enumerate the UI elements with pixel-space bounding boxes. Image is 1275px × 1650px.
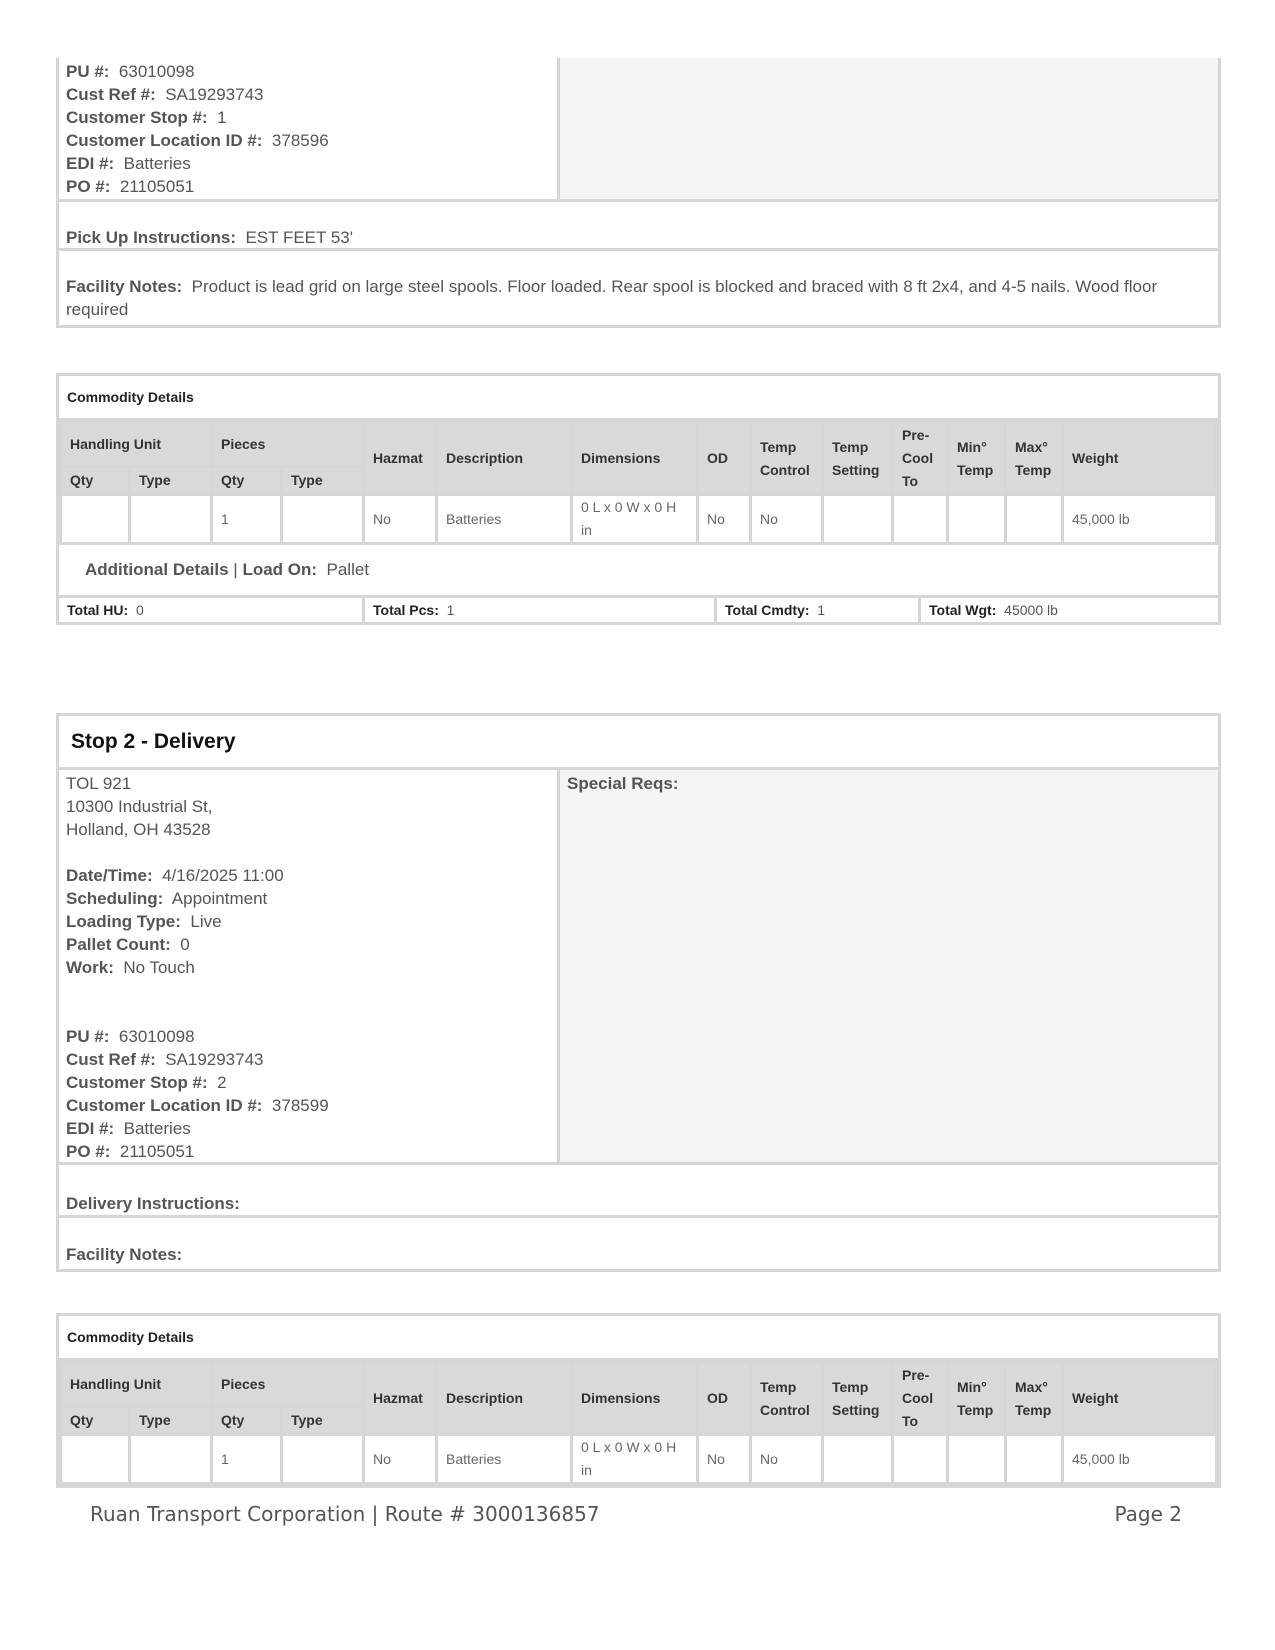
stop2-address-block <box>59 770 560 1162</box>
pieces-type-header: Type <box>282 467 364 495</box>
stop1-panel <box>56 58 1221 328</box>
customer-stop-label: Customer Stop #: <box>66 1073 208 1092</box>
pieces-qty-header: Qty <box>212 467 282 495</box>
pickup-instructions-value: EST FEET 53' <box>245 228 353 247</box>
temp-control-line2: Control <box>760 1401 810 1418</box>
precool-line2: Cool <box>902 1390 934 1406</box>
po-label: PO #: <box>66 1142 111 1161</box>
customer-stop-value: 1 <box>217 108 227 127</box>
precool-line1: Pre- <box>902 1367 930 1383</box>
footer-page-number: Page 2 <box>1114 1502 1182 1526</box>
min-temp-line2: Temp <box>957 1401 994 1418</box>
od-header: OD <box>698 423 751 495</box>
customer-location-label: Customer Location ID #: <box>66 1096 263 1115</box>
customer-location-value: 378596 <box>271 131 329 150</box>
dimensions-header: Dimensions <box>572 1363 698 1435</box>
stop1-special-panel <box>560 58 1218 199</box>
customer-stop-value: 2 <box>217 1073 227 1092</box>
stop1-details-row <box>59 58 1218 202</box>
dimensions-line2: in <box>581 522 592 538</box>
cust-ref-label: Cust Ref #: <box>66 1050 156 1069</box>
weight-cell: 45,000 lb <box>1063 495 1217 544</box>
total-cmdty-label: Total Cmdty: <box>725 602 810 618</box>
pallet-count-label: Pallet Count: <box>66 935 171 954</box>
hu-qty-cell <box>61 1435 130 1484</box>
min-temp-cell <box>948 1435 1006 1484</box>
stop1-references <box>59 58 560 199</box>
temp-control-header <box>751 423 823 495</box>
location-name: TOL 921 <box>66 774 132 793</box>
pieces-qty-header: Qty <box>212 1407 282 1435</box>
temp-control-header <box>751 1363 823 1435</box>
work-label: Work: <box>66 958 114 977</box>
precool-line3: To <box>902 1413 919 1429</box>
additional-details-label: Additional Details <box>85 560 229 579</box>
pieces-header: Pieces <box>212 423 364 467</box>
dimensions-line1: 0 L x 0 W x 0 H <box>581 499 677 515</box>
edi-value: Batteries <box>123 1119 191 1138</box>
temp-control-line1: Temp <box>760 438 797 455</box>
pieces-header: Pieces <box>212 1363 364 1407</box>
special-reqs-panel <box>560 770 1218 1162</box>
dimensions-line2: in <box>581 1462 592 1478</box>
min-temp-line1: Min° <box>957 1378 987 1395</box>
precool-cell <box>893 495 948 544</box>
description-cell: Batteries <box>437 495 572 544</box>
min-temp-header <box>948 1363 1006 1435</box>
total-pcs-label: Total Pcs: <box>373 602 439 618</box>
handling-unit-header: Handling Unit <box>61 1363 212 1407</box>
table-row <box>61 495 1217 544</box>
temp-setting-header <box>823 423 893 495</box>
total-pcs <box>365 598 717 622</box>
dimensions-cell <box>572 495 698 544</box>
work-value: No Touch <box>123 958 195 977</box>
max-temp-line1: Max° <box>1015 438 1048 455</box>
precool-header <box>893 1363 948 1435</box>
pieces-qty-cell: 1 <box>212 495 282 544</box>
total-wgt-value: 45000 lb <box>1004 602 1058 618</box>
temp-control-line1: Temp <box>760 1378 797 1395</box>
po-value: 21105051 <box>119 177 195 196</box>
weight-header: Weight <box>1063 423 1217 495</box>
edi-value: Batteries <box>123 154 191 173</box>
po-label: PO #: <box>66 177 111 196</box>
max-temp-line2: Temp <box>1015 461 1052 478</box>
total-cmdty <box>717 598 921 622</box>
loading-type-value: Live <box>190 912 222 931</box>
temp-setting-header <box>823 1363 893 1435</box>
load-on-value: Pallet <box>326 560 370 579</box>
stop2-facility-notes <box>59 1218 1218 1269</box>
loading-type-label: Loading Type: <box>66 912 181 931</box>
hazmat-header: Hazmat <box>364 423 437 495</box>
total-cmdty-value: 1 <box>817 602 826 618</box>
stop2-title: Stop 2 - Delivery <box>59 716 1218 770</box>
delivery-instructions <box>59 1165 1218 1218</box>
hazmat-header: Hazmat <box>364 1363 437 1435</box>
od-header: OD <box>698 1363 751 1435</box>
special-reqs-label: Special Reqs: <box>567 774 679 793</box>
edi-label: EDI #: <box>66 154 115 173</box>
customer-stop-label: Customer Stop #: <box>66 108 208 127</box>
cust-ref-value: SA19293743 <box>165 85 264 104</box>
facility-notes-value: Product is lead grid on large steel spools. Floor loaded. Rear spool is blocked and braced with 8 ft 2x4, and 4-5 nails. Wood floor required <box>66 277 1158 319</box>
precool-cell <box>893 1435 948 1484</box>
commodity-totals <box>59 598 1218 622</box>
pieces-qty-cell: 1 <box>212 1435 282 1484</box>
datetime-value: 4/16/2025 11:00 <box>162 866 284 885</box>
scheduling-label: Scheduling: <box>66 889 164 908</box>
commodity-title: Commodity Details <box>59 1316 1218 1361</box>
precool-header <box>893 423 948 495</box>
max-temp-header <box>1006 1363 1063 1435</box>
weight-header: Weight <box>1063 1363 1217 1435</box>
commodity-details-1 <box>56 373 1221 625</box>
stop2-details-row <box>59 770 1218 1165</box>
commodity-table <box>59 1361 1218 1485</box>
pu-label: PU #: <box>66 1027 110 1046</box>
temp-setting-line1: Temp <box>832 1378 869 1395</box>
facility-notes-label: Facility Notes: <box>66 277 183 296</box>
od-cell: No <box>698 1435 751 1484</box>
pickup-instructions-label: Pick Up Instructions: <box>66 228 237 247</box>
cust-ref-label: Cust Ref #: <box>66 85 156 104</box>
total-hu <box>59 598 365 622</box>
hu-type-header: Type <box>130 1407 212 1435</box>
temp-setting-line2: Setting <box>832 1401 880 1418</box>
pu-value: 63010098 <box>118 1027 195 1046</box>
edi-label: EDI #: <box>66 1119 115 1138</box>
commodity-table <box>59 421 1218 545</box>
footer-route: Ruan Transport Corporation | Route # 3000136857 <box>90 1502 600 1526</box>
pu-label: PU #: <box>66 62 110 81</box>
max-temp-header <box>1006 423 1063 495</box>
city-state-zip: Holland, OH 43528 <box>66 820 211 839</box>
delivery-instructions-label: Delivery Instructions: <box>66 1194 240 1213</box>
dimensions-cell <box>572 1435 698 1484</box>
stop2-panel <box>56 713 1221 1272</box>
precool-line1: Pre- <box>902 427 930 443</box>
max-temp-cell <box>1006 1435 1063 1484</box>
hu-type-header: Type <box>130 467 212 495</box>
hu-qty-cell <box>61 495 130 544</box>
commodity-details-2 <box>56 1313 1221 1488</box>
min-temp-cell <box>948 495 1006 544</box>
hazmat-cell: No <box>364 1435 437 1484</box>
od-cell: No <box>698 495 751 544</box>
pieces-type-header: Type <box>282 1407 364 1435</box>
precool-line3: To <box>902 473 919 489</box>
pickup-instructions <box>59 202 1218 251</box>
hazmat-cell: No <box>364 495 437 544</box>
description-header: Description <box>437 423 572 495</box>
pieces-type-cell <box>282 495 364 544</box>
total-wgt-label: Total Wgt: <box>929 602 997 618</box>
total-pcs-value: 1 <box>446 602 455 618</box>
po-value: 21105051 <box>119 1142 195 1161</box>
description-header: Description <box>437 1363 572 1435</box>
datetime-label: Date/Time: <box>66 866 153 885</box>
load-on-label: Load On: <box>242 560 318 579</box>
hu-qty-header: Qty <box>61 467 130 495</box>
scheduling-value: Appointment <box>171 889 268 908</box>
dimensions-line1: 0 L x 0 W x 0 H <box>581 1439 677 1455</box>
temp-setting-line2: Setting <box>832 461 880 478</box>
temp-control-cell: No <box>751 1435 823 1484</box>
commodity-title: Commodity Details <box>59 376 1218 421</box>
temp-setting-line1: Temp <box>832 438 869 455</box>
pallet-count-value: 0 <box>180 935 190 954</box>
max-temp-line2: Temp <box>1015 1401 1052 1418</box>
temp-control-cell: No <box>751 495 823 544</box>
temp-setting-cell <box>823 495 893 544</box>
additional-details: Additional Details | Load On: Pallet <box>59 545 1218 598</box>
customer-location-value: 378599 <box>271 1096 329 1115</box>
description-cell: Batteries <box>437 1435 572 1484</box>
table-row <box>61 1435 1217 1484</box>
stop1-facility-notes <box>59 251 1218 325</box>
total-hu-value: 0 <box>135 602 144 618</box>
weight-cell: 45,000 lb <box>1063 1435 1217 1484</box>
pieces-type-cell <box>282 1435 364 1484</box>
max-temp-cell <box>1006 495 1063 544</box>
min-temp-header <box>948 423 1006 495</box>
hu-qty-header: Qty <box>61 1407 130 1435</box>
temp-setting-cell <box>823 1435 893 1484</box>
temp-control-line2: Control <box>760 461 810 478</box>
min-temp-line1: Min° <box>957 438 987 455</box>
dimensions-header: Dimensions <box>572 423 698 495</box>
customer-location-label: Customer Location ID #: <box>66 131 263 150</box>
total-wgt <box>921 598 1218 622</box>
total-hu-label: Total HU: <box>67 602 129 618</box>
facility-notes-label: Facility Notes: <box>66 1245 183 1264</box>
handling-unit-header: Handling Unit <box>61 423 212 467</box>
pu-value: 63010098 <box>118 62 195 81</box>
cust-ref-value: SA19293743 <box>165 1050 264 1069</box>
precool-line2: Cool <box>902 450 934 466</box>
hu-type-cell <box>130 495 212 544</box>
min-temp-line2: Temp <box>957 461 994 478</box>
max-temp-line1: Max° <box>1015 1378 1048 1395</box>
hu-type-cell <box>130 1435 212 1484</box>
street-address: 10300 Industrial St, <box>66 797 213 816</box>
